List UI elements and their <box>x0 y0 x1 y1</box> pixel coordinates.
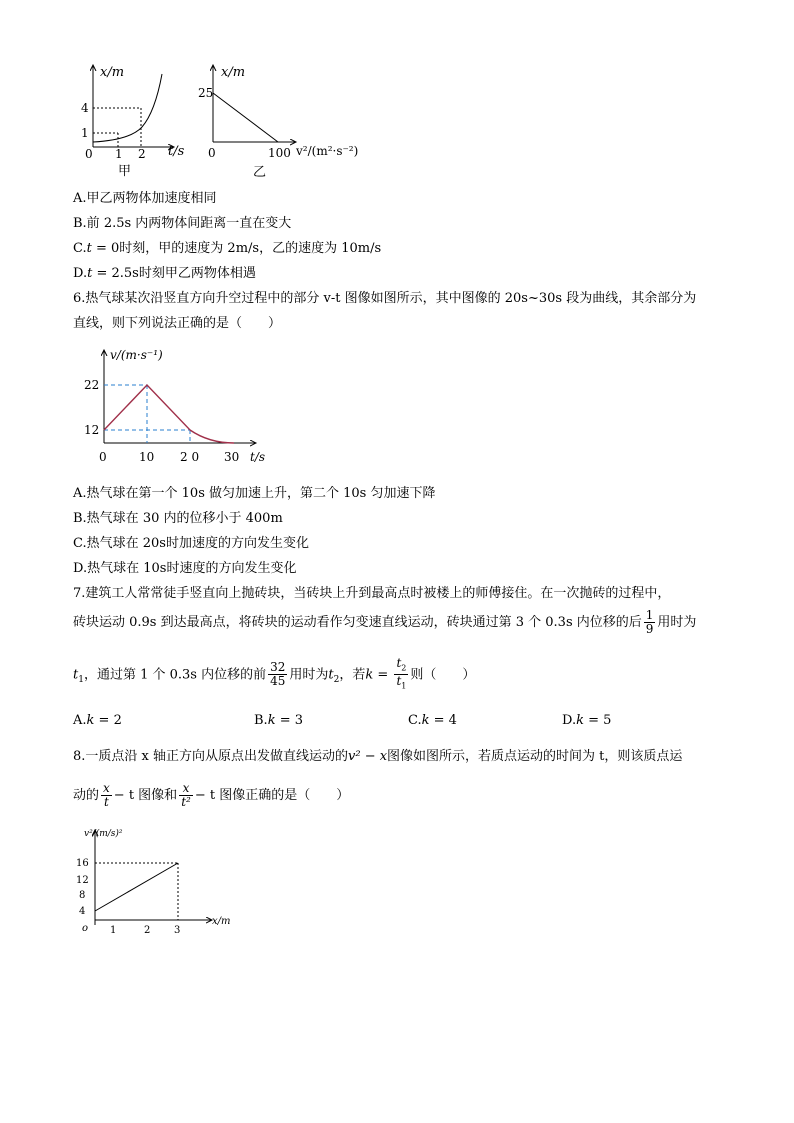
q5-option-b: B.前 2.5s 内两物体间距离一直在变大 <box>73 216 292 231</box>
q5-option-d: D.t = 2.5s时刻甲乙两物体相遇 <box>73 266 256 281</box>
xtick-3: 3 <box>174 925 181 936</box>
fraction-x-t: $\frac{x}{t}$ <box>103 781 110 809</box>
origin: o <box>82 923 89 934</box>
xtick-100: 100 <box>268 146 291 160</box>
q6-stem-line2: 直线，则下列说法正确的是（ ） <box>73 316 282 331</box>
origin: 0 <box>208 146 216 160</box>
ytick-25: 25 <box>198 86 214 100</box>
xtick-20: 2 0 <box>180 450 200 464</box>
fraction-t2-t1: $\frac{t_2}{t_1}$ <box>396 656 407 691</box>
ytick-12: 12 <box>84 423 100 437</box>
q7-option-b: B.k = 3 <box>254 713 304 728</box>
ylabel: v²/(m/s)² <box>84 829 123 839</box>
q7-option-d: D.k = 5 <box>562 713 612 728</box>
vt-curve <box>104 385 234 443</box>
q6-option-b: B.热气球在 30 内的位移小于 400m <box>73 511 283 526</box>
q7-stem-line3: $t_1$，通过第 1 个 0.3s 内位移的前 $\frac{32}{45}$ 用时为$t_2$，若k = $\frac{t_2}{t_1}$ 则（ ） <box>73 656 476 691</box>
ytick-8: 8 <box>79 890 86 901</box>
ytick-1: 1 <box>81 126 89 140</box>
curve-jia <box>93 74 162 142</box>
q7-stem-line1: 7.建筑工人常常徒手竖直向上抛砖块，当砖块上升到最高点时被楼上的师傅接住。在一次抛砖的过程中， <box>73 586 671 601</box>
ylabel: v/(m·s⁻¹) <box>110 348 163 362</box>
ytick-12: 12 <box>76 875 89 886</box>
xtick-2: 2 <box>144 925 151 936</box>
q6-option-a: A.热气球在第一个 10s 做匀加速上升，第二个 10s 匀加速下降 <box>73 486 436 501</box>
q6-option-c: C.热气球在 20s时加速度的方向发生变化 <box>73 536 309 551</box>
caption-jia: 甲 <box>118 164 132 179</box>
fraction-32-45: $\frac{32}{45}$ <box>270 660 286 689</box>
graph-yi <box>198 60 368 185</box>
ytick-16: 16 <box>76 858 89 869</box>
q6-option-d: D.热气球在 10s时速度的方向发生变化 <box>73 561 297 576</box>
q8-v2x-graph <box>74 825 254 940</box>
xtick-30: 30 <box>224 450 240 464</box>
q5-option-c: C.t = 0时刻，甲的速度为 2m/s，乙的速度为 10m/s <box>73 241 382 256</box>
v2x-line <box>95 863 178 911</box>
q7-option-c: C.k = 4 <box>408 713 457 728</box>
xlabel: t/s <box>168 144 185 159</box>
q6-stem-line1: 6.热气球某次沿竖直方向升空过程中的部分 v-t 图像如图所示，其中图像的 20s~30s 段为曲线，其余部分为 <box>73 291 697 306</box>
q8-stem-line1: 8.一质点沿 x 轴正方向从原点出发做直线运动的v² − x图像如图所示，若质点运动的时间为 t，则该质点运 <box>73 749 683 764</box>
line-yi <box>213 93 278 142</box>
ylabel: x/m <box>221 65 246 80</box>
caption-yi: 乙 <box>253 165 267 180</box>
graph-jia <box>80 60 190 179</box>
fraction-x-t2: $\frac{x}{\text{t²}}$ <box>181 781 191 809</box>
fraction-1-9: $\frac{1}{9}$ <box>645 608 654 636</box>
xlabel: x/m <box>212 916 231 927</box>
xtick-0: 0 <box>99 450 107 464</box>
ytick-4: 4 <box>79 906 86 917</box>
ylabel: x/m <box>100 65 125 80</box>
xtick-2: 2 <box>138 147 146 161</box>
xtick-1: 1 <box>110 925 117 936</box>
q7-stem-line2: 砖块运动 0.9s 到达最高点，将砖块的运动看作匀变速直线运动，砖块通过第 3 个 0.3s 内位移的后 $\frac{1}{9}$ 用时为 <box>73 608 697 636</box>
q5-option-a: A.甲乙两物体加速度相同 <box>73 191 217 206</box>
ytick-4: 4 <box>81 101 89 115</box>
xlabel: t/s <box>250 450 266 464</box>
q7-option-a: A.k = 2 <box>73 713 122 728</box>
origin: 0 <box>85 147 93 161</box>
ytick-22: 22 <box>84 378 100 392</box>
q6-vt-graph <box>84 345 284 470</box>
xlabel: v²/(m²·s⁻²) <box>296 144 359 158</box>
xtick-10: 10 <box>139 450 155 464</box>
xtick-1: 1 <box>115 147 123 161</box>
q8-stem-line2: 动的 $\frac{x}{t}$ − t 图像和 $\frac{x}{\text{t²}}$ − t 图像正确的是（ ） <box>73 781 350 809</box>
